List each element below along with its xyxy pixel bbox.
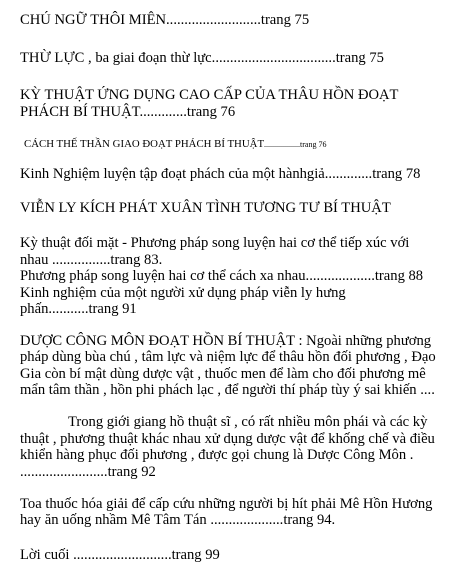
toc-entry-kinh-nghiem-doat-phach: Kinh Nghiệm luyện tập đoạt phách của một hànhgiả.............trang 78 [20,166,421,182]
toc-entry-ky-thuat-doi-mat-line-2: nhau ................trang 83. [20,252,163,268]
toc-entry-duoc-cong-mon-line-2: pháp dùng bùa chú , tâm lực và niệm lực để thâu hồn đối phương , Đạo [20,349,436,365]
toc-entry-duoc-cong-mon-line-1: DƯỢC CÔNG MÔN ĐOẠT HỒN BÍ THUẬT : Ngoài những phương [20,333,432,349]
toc-entry-loi-cuoi: Lời cuối ...........................trang 99 [20,547,220,563]
toc-entry-duoc-cong-mon-line-3: Gia còn bí mật dùng dược vật , thuốc men để làm cho đối phương mê [20,366,426,382]
toc-entry-thu-luc: THỪ LỰC , ba giai đoạn thừ lực..................................trang 75 [20,50,384,66]
toc-entry-song-luyen-cach-xa: Phương pháp song luyện hai cơ thể cách xa nhau...................trang 88 [20,268,424,284]
paragraph-giang-ho-line-1: Trong giới giang hồ thuật sĩ , có rất nhiều môn phái và các kỳ [68,414,428,430]
toc-entry-title: CÁCH THẾ THẦN GIAO ĐOẠT PHÁCH BÍ THUẬT [24,138,265,150]
toc-entry-ky-thuat-ung-dung-line-2: PHÁCH BÍ THUẬT.............trang 76 [20,104,236,120]
toc-entry-dots: .................. [264,140,301,149]
toc-entry-toa-thuoc-line-1: Toa thuốc hóa giải để cấp cứu những người bị hít phải Mê Hồn Hương [20,496,433,512]
paragraph-giang-ho-line-2: thuật , phương thuật khác nhau xử dụng dược vật để khống chế và điều [20,431,435,447]
paragraph-giang-ho-line-4: ........................trang 92 [20,464,156,480]
paragraph-giang-ho-line-3: khiển hàng phục đối phương , được gọi chung là Dược Công Môn . [20,447,414,463]
toc-entry-cach-the-than-giao [24,136,326,153]
toc-entry-ky-thuat-doi-mat-line-1: Kỳ thuật đối mặt - Phương pháp song luyện hai cơ thể tiếp xúc với [20,235,410,251]
toc-entry-duoc-cong-mon-line-4: mẩn tâm thần , hồn phi phách lạc , để người thí pháp tùy ý sai khiến .... [20,382,435,398]
toc-entry-page: trang 76 [300,140,327,149]
toc-entry-kinh-nghiem-vien-ly-line-2: phấn...........trang 91 [20,301,137,317]
toc-entry-toa-thuoc-line-2: hay ăn uống nhầm Mê Tâm Tán ....................trang 94. [20,512,336,528]
toc-entry-chu-ngu-thoi-mien: CHÚ NGỮ THÔI MIÊN..........................trang 75 [20,12,310,28]
toc-entry-kinh-nghiem-vien-ly-line-1: Kinh nghiệm của một người xử dụng pháp viễn ly hưng [20,285,346,301]
toc-entry-ky-thuat-ung-dung-line-1: KỲ THUẬT ỨNG DỤNG CAO CẤP CỦA THÂU HỒN ĐOẠT [20,87,399,103]
toc-entry-vien-ly: VIỄN LY KÍCH PHÁT XUÂN TÌNH TƯƠNG TƯ BÍ THUẬT [20,200,391,216]
